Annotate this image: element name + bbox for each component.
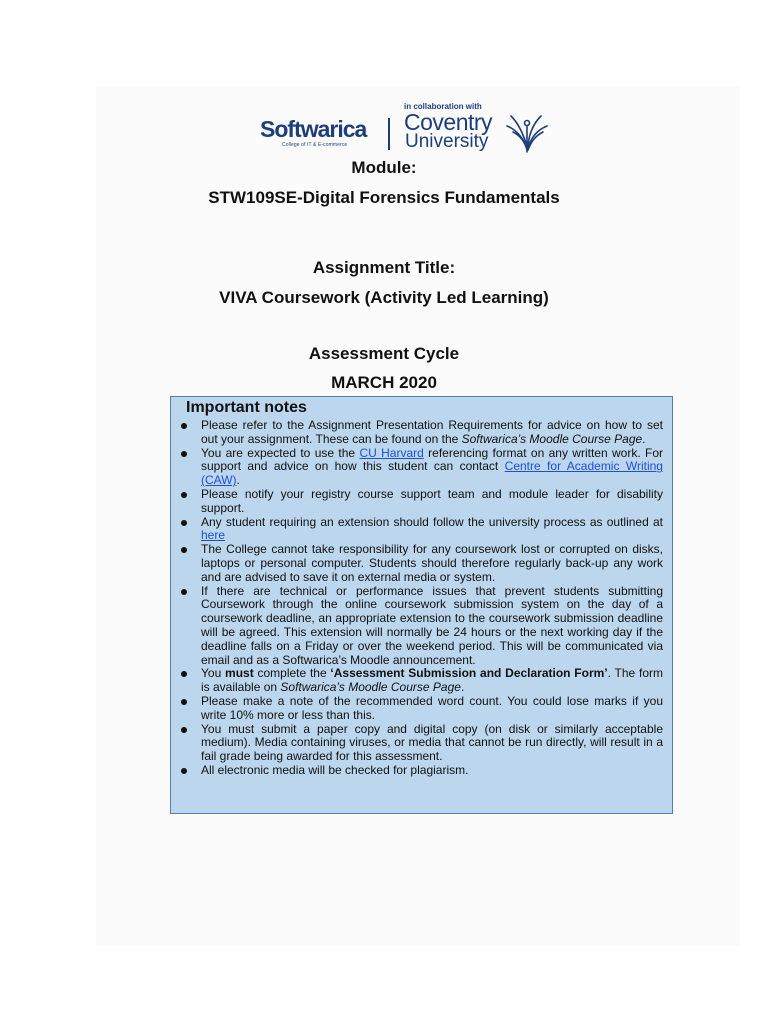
- note-item: All electronic media will be checked for plagiarism.: [179, 764, 663, 778]
- coventry-logo-text: Coventry: [404, 109, 493, 135]
- bullet-icon: [181, 671, 187, 677]
- assignment-title-label: Assignment Title:: [312, 258, 456, 277]
- extension-process-link[interactable]: here: [201, 528, 226, 543]
- logo-header: [258, 98, 558, 158]
- caw-link[interactable]: Centre for Academic Writing (CAW): [201, 459, 663, 488]
- note-item: Any student requiring an extension should follow the university process as outlined at here: [179, 516, 663, 544]
- bullet-icon: [181, 768, 187, 774]
- note-item: You are expected to use the CU Harvard referencing format on any written work. For support and advice on how this student can contact Centre for Academic Writing (CAW).: [179, 447, 663, 488]
- softwarica-tagline: College of IT & E-commerce: [282, 142, 348, 148]
- module-title: STW109SE-Digital Forensics Fundamentals: [208, 188, 560, 207]
- module-label: Module:: [351, 158, 417, 177]
- important-notes-box: [170, 396, 673, 814]
- assessment-cycle-value: MARCH 2020: [331, 373, 437, 392]
- collaboration-text: in collaboration with: [404, 102, 482, 111]
- notes-list: [179, 419, 663, 778]
- cu-harvard-link[interactable]: CU Harvard: [359, 445, 424, 460]
- softwarica-logo: Softwarica: [260, 116, 367, 142]
- bullet-icon: [181, 423, 187, 429]
- note-item: Please make a note of the recommended word count. You could lose marks if you write 10% more or less than this.: [179, 695, 663, 723]
- assessment-cycle-label: Assessment Cycle: [308, 344, 460, 363]
- note-item: Please refer to the Assignment Presentation Requirements for advice on how to set out your assignment. These can be found on the Softwarica’s Moodle Course Page.: [179, 419, 663, 447]
- logo-divider: [388, 118, 390, 150]
- bullet-icon: [181, 492, 187, 498]
- bullet-icon: [181, 589, 187, 595]
- note-item: Please notify your registry course support team and module leader for disability support.: [179, 488, 663, 516]
- phoenix-icon: [503, 112, 551, 154]
- note-item: You must complete the ‘Assessment Submission and Declaration Form’. The form is available on Softwarica’s Moodle Course Page.: [179, 667, 663, 695]
- notes-title: Important notes: [186, 399, 307, 416]
- bullet-icon: [181, 520, 187, 526]
- note-item: You must submit a paper copy and digital copy (on disk or similarly acceptable medium). Media containing viruses, or media that cannot be run directly, will result in a fail grade being awarded for this assessment.: [179, 723, 663, 764]
- note-item: The College cannot take responsibility for any coursework lost or corrupted on disks, laptops or personal computer. Students should therefore regularly back-up any work and are advised to save it on external media or system.: [179, 543, 663, 584]
- bullet-icon: [181, 451, 187, 457]
- bullet-icon: [181, 727, 187, 733]
- bullet-icon: [181, 699, 187, 705]
- bullet-icon: [181, 547, 187, 553]
- assignment-title: VIVA Coursework (Activity Led Learning): [219, 288, 549, 307]
- university-logo-text: University: [405, 131, 489, 152]
- note-item: If there are technical or performance issues that prevent students submitting Coursework through the online coursework submission system on the day of a coursework deadline, an appropriate extension to the coursework submission deadline will be agreed. This extension will normally be 24 hours or the next working day if the deadline falls on a Friday or over the weekend period. This will be communicated via email and as a Softwarica’s Moodle announcement.: [179, 585, 663, 668]
